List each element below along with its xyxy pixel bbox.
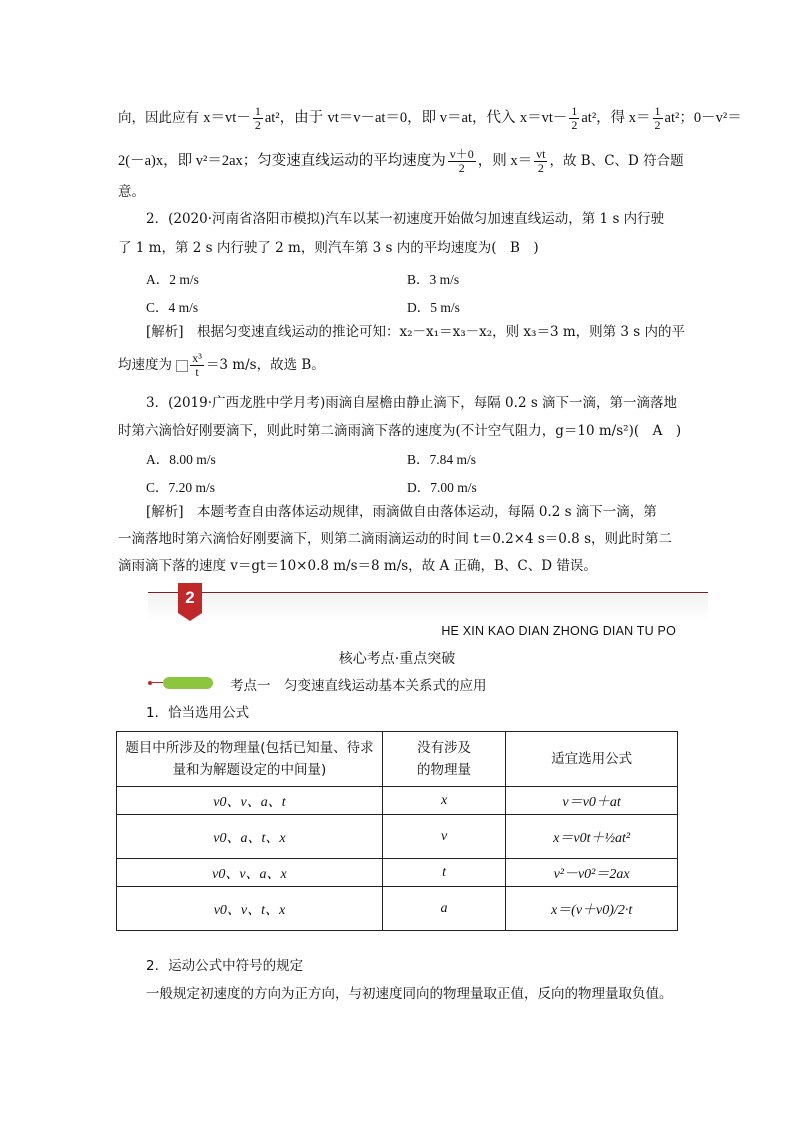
table-cell-missing: a [382, 887, 505, 931]
fraction-denominator: 2 [254, 118, 261, 132]
header-text: 题目中所涉及的物理量(包括已知量、待求 [125, 740, 374, 756]
fraction [653, 105, 663, 132]
question-3-explanation-line-2: 一滴落地时第六滴恰好刚要滴下，则第二滴雨滴运动的时间 t＝0.2×4 s＝0.8 s，则此时第二 [118, 531, 672, 547]
intro-line-1 [118, 105, 742, 132]
fraction-denominator: t [195, 365, 199, 379]
fraction-numerator: vt [536, 147, 546, 161]
question-2-option-c: C．4 m/s [146, 300, 199, 315]
explanation-text: ＝3 m/s，故选 B。 [205, 357, 325, 373]
table-cell-formula: v＝v0＋at [506, 787, 678, 815]
question-2-stem-line-1: 2．(2020·河南省洛阳市模拟)汽车以某一初速度开始做匀加速直线运动，第 1 s 内行驶 [146, 211, 665, 227]
intro-text: ，故 B、C、D 符合题 [549, 153, 684, 169]
table-cell-given: v0、a、t、x [117, 815, 383, 859]
average-velocity-symbol-icon [176, 360, 188, 372]
fraction-denominator: 2 [458, 161, 465, 175]
table-cell-given: v0、v、t、x [117, 887, 383, 931]
section-number-badge: 2 [178, 583, 202, 613]
table-header-row [117, 732, 678, 787]
table-cell-missing: t [382, 859, 505, 887]
question-2-explanation-line-2 [118, 352, 325, 379]
table-header-formula: 适宜选用公式 [506, 732, 678, 787]
fraction [569, 105, 579, 132]
table-header-missing [382, 732, 505, 787]
question-2-option-a: A．2 m/s [146, 272, 199, 287]
question-3-explanation-line-1: [解析] 本题考查自由落体运动规律，雨滴做自由落体运动，每隔 0.2 s 滴下一滴，第 [146, 504, 657, 520]
equation: x＝vt－ [519, 110, 568, 126]
table-row [117, 787, 678, 815]
section-pinyin: HE XIN KAO DIAN ZHONG DIAN TU PO [441, 624, 676, 638]
table-row [117, 859, 678, 887]
fraction-numerator: v＋0 [449, 147, 474, 161]
section-header-band [148, 594, 708, 622]
section-badge-tip [178, 613, 202, 621]
fraction-denominator: 2 [537, 161, 544, 175]
question-2-option-b: B．3 m/s [407, 272, 460, 287]
table-cell-given: v0、v、a、x [117, 859, 383, 887]
header-text: 没有涉及 [417, 740, 472, 756]
key-point-pill-icon [163, 677, 213, 689]
table-cell-formula: x＝(v＋v0)/2·t [506, 887, 678, 931]
equation: x＝vt－ [203, 110, 251, 126]
table-cell-missing: x [382, 787, 505, 815]
intro-text: 2(－a)x，即 v²＝2ax；匀变速直线运动的平均速度为 [118, 153, 446, 169]
subheading-1: 1．恰当选用公式 [146, 705, 250, 721]
table-cell-formula: v²－v0²＝2ax [506, 859, 678, 887]
section-title: 核心考点·重点突破 [338, 651, 456, 667]
equation: at²，由于 [264, 110, 324, 126]
equation: at²，得 x＝ [581, 110, 651, 126]
question-2-explanation-line-1: [解析] 根据匀变速直线运动的推论可知：x₂－x₁＝x₃－x₂，则 x₃＝3 m，则第 3 s 内的平 [146, 324, 686, 340]
header-text: 量和为解题设定的中间量) [172, 762, 327, 778]
question-2-stem-line-2: 了 1 m，第 2 s 内行驶了 2 m，则汽车第 3 s 内的平均速度为( B ) [118, 240, 539, 256]
fraction-denominator: 2 [571, 118, 578, 132]
sign-rule-text: 一般规定初速度的方向为正方向，与初速度同向的物理量取正值，反向的物理量取负值。 [146, 986, 673, 1002]
subheading-2: 2．运动公式中符号的规定 [146, 958, 304, 974]
table-row [117, 887, 678, 931]
fraction-numerator: 1 [571, 104, 578, 118]
question-3-option-a: A．8.00 m/s [146, 452, 216, 467]
intro-text: 向，因此应有 [118, 110, 199, 126]
equation: at²；0－v²＝ [664, 110, 742, 126]
header-text: 的物理量 [417, 762, 472, 778]
formula-table [116, 731, 678, 931]
question-3-explanation-line-3: 滴雨滴下落的速度 v＝gt＝10×0.8 m/s＝8 m/s，故 A 正确，B、C、D 错误。 [118, 558, 597, 574]
question-3-option-c: C．7.20 m/s [146, 480, 216, 495]
table-header-given [117, 732, 383, 787]
fraction-denominator: 2 [654, 118, 661, 132]
explanation-text: 均速度为 [118, 357, 172, 373]
intro-text: ，则 x＝ [477, 153, 533, 169]
fraction [190, 352, 204, 379]
equation: vt＝v－at＝0，即 v＝at，代入 [327, 110, 516, 126]
table-cell-missing: v [382, 815, 505, 859]
fraction-numerator: 1 [254, 104, 261, 118]
key-point-line [152, 682, 163, 683]
section-divider [148, 592, 708, 593]
fraction [448, 148, 476, 175]
fraction-numerator: 1 [654, 104, 661, 118]
table-cell-given: v0、v、a、t [117, 787, 383, 815]
table-cell-formula: x＝v0t＋½at² [506, 815, 678, 859]
key-point-title: 考点一 匀变速直线运动基本关系式的应用 [230, 678, 487, 694]
question-3-stem-line-2: 时第六滴恰好刚要滴下，则此时第二滴雨滴下落的速度为(不计空气阻力，g＝10 m/s²)( A ) [118, 423, 682, 439]
question-3-option-d: D．7.00 m/s [407, 480, 477, 495]
intro-line-3: 意。 [118, 184, 145, 200]
question-3-option-b: B．7.84 m/s [407, 452, 477, 467]
question-3-stem-line-1: 3．(2019·广西龙胜中学月考)雨滴自屋檐由静止滴下，每隔 0.2 s 滴下一滴，第一滴落地 [146, 395, 678, 411]
fraction [534, 148, 547, 175]
intro-line-2 [118, 148, 684, 175]
table-row [117, 815, 678, 859]
fraction-numerator: x³ [192, 351, 202, 365]
question-2-option-d: D．5 m/s [407, 300, 460, 315]
fraction [253, 105, 263, 132]
